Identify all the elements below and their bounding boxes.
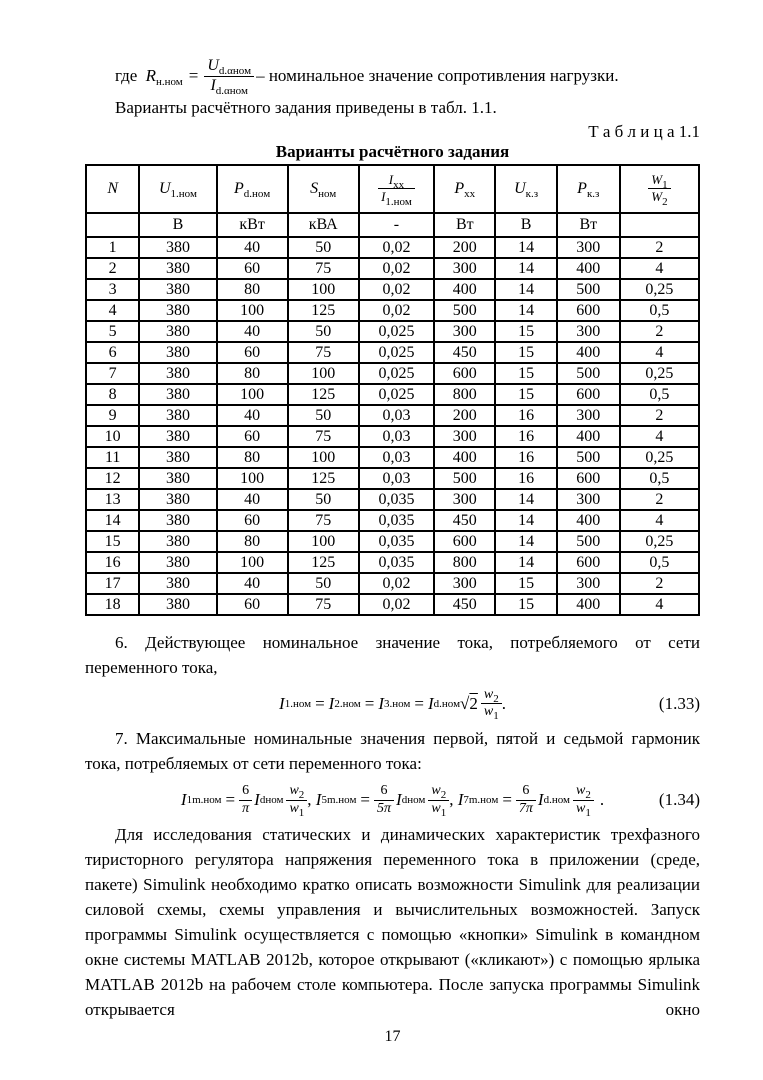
- table-cell: 500: [434, 300, 495, 321]
- table-cell: 500: [557, 279, 620, 300]
- table-cell: 13: [86, 489, 139, 510]
- where-label: где: [115, 66, 138, 86]
- table-cell: 400: [557, 426, 620, 447]
- table-cell: 450: [434, 342, 495, 363]
- table-cell: 0,025: [359, 384, 434, 405]
- table-cell: 14: [495, 531, 556, 552]
- table-cell: 4: [86, 300, 139, 321]
- table-cell: 600: [557, 300, 620, 321]
- table-cell: 100: [288, 447, 359, 468]
- table-cell: 0,02: [359, 258, 434, 279]
- table-cell: 800: [434, 384, 495, 405]
- col-header-w-ratio: $\frac{W_1}{W_2}$: [620, 165, 699, 213]
- unit-cell: [620, 213, 699, 237]
- table-cell: 300: [557, 321, 620, 342]
- col-header-n: N: [86, 165, 139, 213]
- item-7-paragraph: 7. Максимальные номинальные значения первой, пятой и седьмой гармоник тока, потребляемых от сети переменного тока:: [85, 728, 700, 773]
- table-cell: 125: [288, 468, 359, 489]
- table-cell: 380: [139, 594, 216, 615]
- table-cell: 380: [139, 489, 216, 510]
- table-cell: 0,03: [359, 426, 434, 447]
- table-cell: 11: [86, 447, 139, 468]
- table-cell: 500: [557, 363, 620, 384]
- table-cell: 0,02: [359, 594, 434, 615]
- table-cell: 5: [86, 321, 139, 342]
- table-cell: 2: [620, 405, 699, 426]
- table-cell: 500: [434, 468, 495, 489]
- harmonic-term-7: I 7m.ном = $\frac{6}{7\pi}$ I d.ном $\frac{w_2}{w_1}$ .: [457, 782, 605, 819]
- equation-1-34: [85, 782, 700, 819]
- table-cell: 4: [620, 426, 699, 447]
- table-cell: 80: [217, 447, 288, 468]
- item-6-paragraph: 6. Действующее номинальное значение тока, потребляемого от сети переменного тока,: [85, 632, 700, 677]
- table-cell: 16: [495, 405, 556, 426]
- table-row: [86, 552, 699, 573]
- table-row: [86, 489, 699, 510]
- formula-lhs: $R_{н.ном}$: [145, 66, 183, 89]
- table-cell: 380: [139, 573, 216, 594]
- table-cell: 15: [495, 384, 556, 405]
- table-cell: 0,02: [359, 237, 434, 258]
- table-cell: 50: [288, 405, 359, 426]
- table-cell: 0,5: [620, 300, 699, 321]
- table-row: [86, 300, 699, 321]
- table-cell: 15: [495, 342, 556, 363]
- table-cell: 50: [288, 573, 359, 594]
- table-cell: 75: [288, 426, 359, 447]
- table-cell: 75: [288, 510, 359, 531]
- table-cell: 380: [139, 405, 216, 426]
- table-cell: 500: [557, 531, 620, 552]
- table-row: [86, 342, 699, 363]
- table-cell: 2: [86, 258, 139, 279]
- table-cell: 0,02: [359, 300, 434, 321]
- col-header-u1nom: $U_{1.ном}$: [139, 165, 216, 213]
- table-cell: 0,5: [620, 384, 699, 405]
- table-cell: 380: [139, 258, 216, 279]
- table-cell: 40: [217, 489, 288, 510]
- table-cell: 0,03: [359, 405, 434, 426]
- table-cell: 0,025: [359, 321, 434, 342]
- variants-table-body: [86, 237, 699, 615]
- harmonic-term-1: I 1m.ном = $\frac{6}{\pi}$ I dном $\frac{w_2}{w_1}$ ,: [180, 782, 312, 819]
- table-cell: 380: [139, 363, 216, 384]
- table-cell: 16: [86, 552, 139, 573]
- table-cell: 60: [217, 342, 288, 363]
- table-cell: 380: [139, 237, 216, 258]
- table-cell: 7: [86, 363, 139, 384]
- table-row: [86, 531, 699, 552]
- table-cell: 15: [495, 363, 556, 384]
- table-cell: 300: [557, 405, 620, 426]
- table-cell: 14: [495, 258, 556, 279]
- unit-cell: Вт: [557, 213, 620, 237]
- unit-cell: В: [495, 213, 556, 237]
- units-row: [86, 213, 699, 237]
- table-cell: 75: [288, 258, 359, 279]
- table-cell: 60: [217, 594, 288, 615]
- table-cell: 15: [495, 321, 556, 342]
- table-cell: 380: [139, 384, 216, 405]
- table-cell: 0,03: [359, 468, 434, 489]
- table-cell: 450: [434, 594, 495, 615]
- table-cell: 380: [139, 279, 216, 300]
- table-cell: 100: [217, 300, 288, 321]
- table-cell: 0,5: [620, 468, 699, 489]
- table-cell: 0,03: [359, 447, 434, 468]
- page-number: 17: [384, 1028, 401, 1046]
- table-cell: 100: [217, 468, 288, 489]
- table-cell: 300: [434, 258, 495, 279]
- table-row: [86, 426, 699, 447]
- table-cell: 0,25: [620, 531, 699, 552]
- table-cell: 600: [557, 468, 620, 489]
- unit-cell: В: [139, 213, 216, 237]
- table-cell: 300: [557, 573, 620, 594]
- table-cell: 380: [139, 531, 216, 552]
- table-cell: 2: [620, 237, 699, 258]
- table-cell: 16: [495, 468, 556, 489]
- table-cell: 380: [139, 510, 216, 531]
- intro-paragraph: Варианты расчётного задания приведены в табл. 1.1.: [115, 97, 497, 117]
- table-cell: 125: [288, 300, 359, 321]
- table-cell: 16: [495, 426, 556, 447]
- table-row: [86, 510, 699, 531]
- table-cell: 40: [217, 405, 288, 426]
- table-cell: 4: [620, 342, 699, 363]
- table-cell: 14: [495, 279, 556, 300]
- table-cell: 380: [139, 552, 216, 573]
- table-cell: 75: [288, 342, 359, 363]
- table-cell: 0,025: [359, 363, 434, 384]
- table-row: [86, 594, 699, 615]
- table-cell: 15: [86, 531, 139, 552]
- col-header-snom: $S_{ном}$: [288, 165, 359, 213]
- table-cell: 380: [139, 300, 216, 321]
- table-cell: 400: [557, 258, 620, 279]
- table-cell: 15: [495, 573, 556, 594]
- table-row: [86, 279, 699, 300]
- table-cell: 0,035: [359, 489, 434, 510]
- table-cell: 100: [217, 552, 288, 573]
- unit-cell: кВт: [217, 213, 288, 237]
- unit-cell: кВА: [288, 213, 359, 237]
- table-cell: 300: [557, 237, 620, 258]
- table-cell: 14: [495, 552, 556, 573]
- table-cell: 18: [86, 594, 139, 615]
- table-cell: 14: [495, 300, 556, 321]
- unit-cell: -: [359, 213, 434, 237]
- table-cell: 125: [288, 384, 359, 405]
- table-cell: 380: [139, 426, 216, 447]
- table-cell: 0,035: [359, 531, 434, 552]
- table-cell: 400: [434, 279, 495, 300]
- table-cell: 6: [86, 342, 139, 363]
- table-cell: 9: [86, 405, 139, 426]
- table-cell: 80: [217, 531, 288, 552]
- table-cell: 0,5: [620, 552, 699, 573]
- table-cell: 100: [288, 279, 359, 300]
- table-cell: 0,035: [359, 510, 434, 531]
- table-cell: 0,02: [359, 573, 434, 594]
- col-header-ixx-ratio: $\frac{I_{хх}}{I_{1.ном}}$: [359, 165, 434, 213]
- table-row: [86, 447, 699, 468]
- table-cell: 50: [288, 237, 359, 258]
- table-cell: 10: [86, 426, 139, 447]
- table-row: [86, 321, 699, 342]
- unit-cell: [86, 213, 139, 237]
- table-cell: 16: [495, 447, 556, 468]
- table-cell: 4: [620, 594, 699, 615]
- voltage-current-fraction: $\frac{U_{d.\alpha ном}}{I_{d.\alpha ном}}$: [204, 58, 254, 95]
- table-cell: 600: [557, 384, 620, 405]
- table-cell: 1: [86, 237, 139, 258]
- table-row: [86, 468, 699, 489]
- table-label: Т а б л и ц а 1.1: [588, 121, 700, 141]
- table-cell: 15: [495, 594, 556, 615]
- table-cell: 500: [557, 447, 620, 468]
- table-row: [86, 384, 699, 405]
- table-row: [86, 405, 699, 426]
- table-cell: 0,02: [359, 279, 434, 300]
- table-cell: 300: [557, 489, 620, 510]
- table-cell: 60: [217, 258, 288, 279]
- equation-number: (1.33): [658, 693, 700, 713]
- table-cell: 0,025: [359, 342, 434, 363]
- table-cell: 0,25: [620, 363, 699, 384]
- table-cell: 600: [434, 531, 495, 552]
- table-cell: 100: [217, 384, 288, 405]
- formula-description: – номинальное значение сопротивления нагрузки.: [256, 66, 619, 86]
- table-cell: 80: [217, 279, 288, 300]
- table-cell: 400: [557, 342, 620, 363]
- table-row: [86, 363, 699, 384]
- table-cell: 800: [434, 552, 495, 573]
- sqrt-sign: √: [460, 693, 470, 713]
- table-cell: 380: [139, 447, 216, 468]
- table-cell: 50: [288, 321, 359, 342]
- table-cell: 2: [620, 321, 699, 342]
- table-cell: 4: [620, 258, 699, 279]
- table-row: [86, 573, 699, 594]
- table-cell: 380: [139, 342, 216, 363]
- table-cell: 400: [557, 594, 620, 615]
- table-cell: 14: [495, 489, 556, 510]
- table-row: [86, 237, 699, 258]
- table-cell: 600: [434, 363, 495, 384]
- table-cell: 400: [557, 510, 620, 531]
- table-cell: 2: [620, 489, 699, 510]
- table-cell: 400: [434, 447, 495, 468]
- col-header-pdnom: $P_{d.ном}$: [217, 165, 288, 213]
- load-resistance-formula: [115, 58, 700, 95]
- table-cell: 0,035: [359, 552, 434, 573]
- table-cell: 17: [86, 573, 139, 594]
- table-cell: 80: [217, 363, 288, 384]
- table-cell: 4: [620, 510, 699, 531]
- unit-cell: Вт: [434, 213, 495, 237]
- table-cell: 450: [434, 510, 495, 531]
- table-cell: 100: [288, 363, 359, 384]
- table-cell: 200: [434, 405, 495, 426]
- table-cell: 0,25: [620, 279, 699, 300]
- table-cell: 300: [434, 573, 495, 594]
- col-header-ukz: $U_{к.з}$: [495, 165, 556, 213]
- table-cell: 125: [288, 552, 359, 573]
- table-cell: 3: [86, 279, 139, 300]
- simulink-paragraph: Для исследования статических и динамических характеристик трехфазного тиристорного регулятора напряжения переменного тока в приложении (среде, пакете) Simulink необходимо кратко описать возможности Simulink для реализации силовой схемы, схемы управления и вычислительных возможностей. Запуск программы Simulink осуществляется с помощью «кнопки» Simulink в командном окне системы MATLAB 2012b, которое открывают («кликают») с помощью ярлыка MATLAB 2012b на рабочем столе компьютера. После запуска программы Simulink открывается окно: [85, 825, 700, 1020]
- table-cell: 14: [86, 510, 139, 531]
- table-cell: 300: [434, 489, 495, 510]
- table-cell: 200: [434, 237, 495, 258]
- table-cell: 380: [139, 468, 216, 489]
- table-cell: 40: [217, 237, 288, 258]
- table-cell: 8: [86, 384, 139, 405]
- col-header-pkz: $P_{к.з}$: [557, 165, 620, 213]
- table-cell: 14: [495, 510, 556, 531]
- table-title: Варианты расчётного задания: [275, 141, 510, 161]
- table-cell: 60: [217, 426, 288, 447]
- equation-number: (1.34): [658, 790, 700, 810]
- table-cell: 380: [139, 321, 216, 342]
- variants-table: [85, 164, 700, 616]
- table-cell: 2: [620, 573, 699, 594]
- table-cell: 75: [288, 594, 359, 615]
- table-cell: 40: [217, 573, 288, 594]
- table-cell: 0,25: [620, 447, 699, 468]
- table-cell: 300: [434, 426, 495, 447]
- header-row: [86, 165, 699, 213]
- table-cell: 50: [288, 489, 359, 510]
- table-cell: 100: [288, 531, 359, 552]
- col-header-pxx: $P_{хх}$: [434, 165, 495, 213]
- table-row: [86, 258, 699, 279]
- table-cell: 40: [217, 321, 288, 342]
- table-cell: 600: [557, 552, 620, 573]
- equals-sign: =: [188, 66, 199, 86]
- equation-1-33: I 1.ном = I 2.ном = I 3.ном = I d.ном √ 2 $\frac{w_2}{w_1}$ . (1.33): [279, 686, 700, 723]
- table-cell: 300: [434, 321, 495, 342]
- table-cell: 14: [495, 237, 556, 258]
- harmonic-term-5: I 5m.ном = $\frac{6}{5\pi}$ I dном $\frac{w_2}{w_1}$ ,: [315, 782, 454, 819]
- table-cell: 12: [86, 468, 139, 489]
- table-cell: 60: [217, 510, 288, 531]
